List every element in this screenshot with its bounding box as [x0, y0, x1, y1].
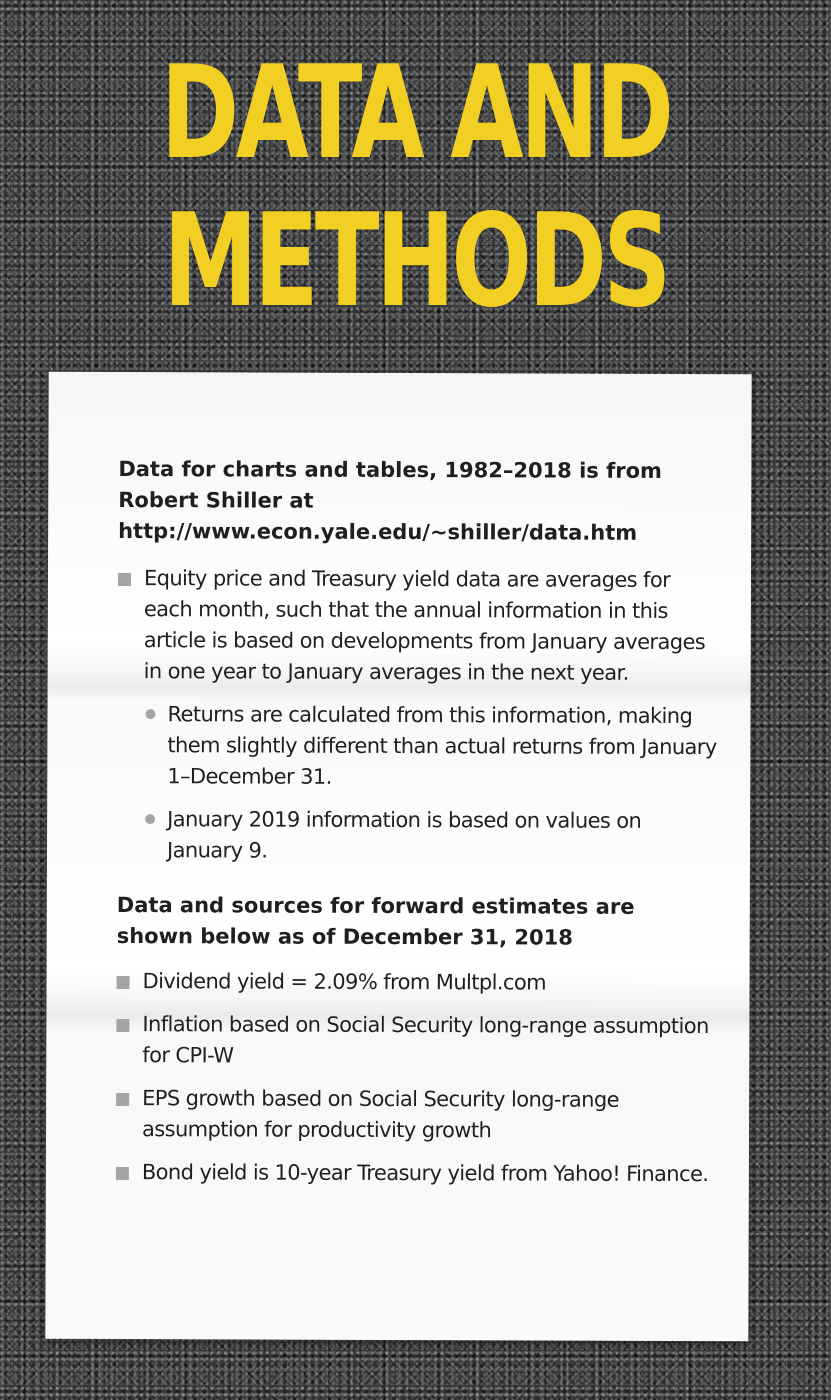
square-bullet-icon [116, 1093, 129, 1106]
section2-bullet [117, 966, 717, 999]
title-line-1: DATA AND [160, 39, 671, 188]
section1-bullet [118, 563, 718, 689]
bullet-text: Dividend yield = 2.09% from Multpl.com [142, 969, 547, 995]
bullet-text: Inflation based on Social Security long-range assumption for CPI-W [142, 1012, 709, 1068]
sub-bullet-item [117, 804, 717, 868]
dot-bullet-icon [145, 709, 155, 719]
bullet-text: Equity price and Treasury yield data are averages for each month, such that the annual information in this article is based on developments from January averages in one year to January averages in the next year. [143, 566, 706, 685]
sub-bullet-item [117, 699, 717, 794]
section2-bullet [116, 1083, 716, 1147]
square-bullet-icon [116, 1167, 129, 1180]
bullet-text: Bond yield is 10-year Treasury yield from Yahoo! Finance. [141, 1160, 709, 1187]
sub-bullet-text: January 2019 information is based on values on January 9. [166, 807, 642, 863]
section2-bullet [116, 1157, 716, 1190]
page-title [108, 40, 723, 336]
square-bullet-icon [117, 976, 130, 989]
title-line-2: METHODS [163, 187, 668, 336]
section2-heading: Data and sources for forward estimates are shown below as of December 31, 2018 [116, 893, 635, 950]
square-bullet-icon [116, 1019, 129, 1032]
paper-content [116, 454, 719, 1202]
section1-heading: Data for charts and tables, 1982–2018 is from Robert Shiller at http://www.econ.yale.edu/~shiller/data.htm [118, 457, 662, 545]
section2-bullet [116, 1009, 716, 1073]
square-bullet-icon [118, 573, 131, 586]
dot-bullet-icon [145, 814, 155, 824]
bullet-text: EPS growth based on Social Security long-range assumption for productivity growth [142, 1086, 619, 1143]
paper-sheet [45, 372, 751, 1341]
sub-bullet-text: Returns are calculated from this information, making them slightly different than actual returns from January 1–December 31. [167, 702, 717, 789]
